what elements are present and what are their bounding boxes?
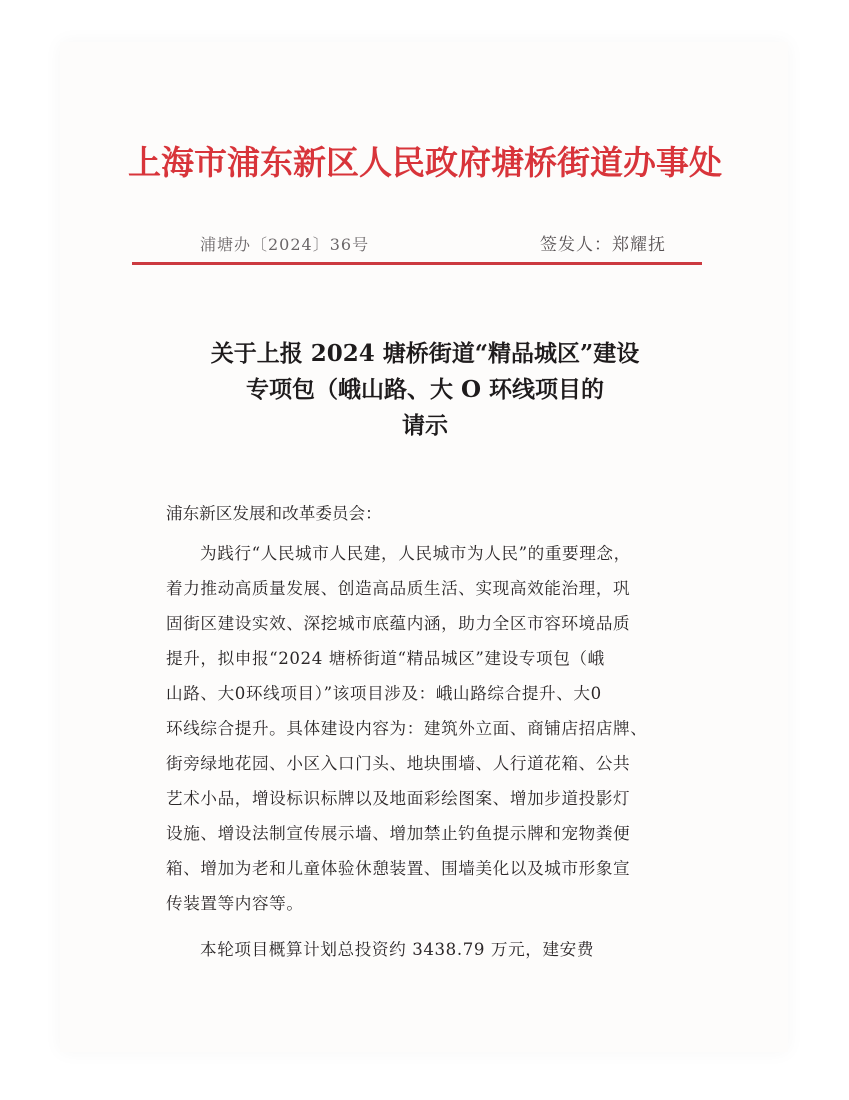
- title-line-1: 关于上报 2024 塘桥街道“精品城区”建设: [210, 340, 640, 367]
- body-line: 街旁绿地花园、小区入口门头、地块围墙、人行道花箱、公共: [166, 754, 631, 773]
- body-line: 固街区建设实效、深挖城市底蕴内涵，助力全区市容环境品质: [166, 614, 631, 633]
- title-line-3: 请示: [402, 412, 448, 439]
- body-line: 着力推动高质量发展、创造高品质生活、实现高效能治理，巩: [166, 579, 631, 598]
- title-line-2: 专项包（峨山路、大 O 环线项目的: [245, 376, 605, 403]
- body-line: 艺术小品，增设标识标牌以及地面彩绘图案、增加步道投影灯: [166, 789, 631, 808]
- body-line: 设施、增设法制宣传展示墙、增加禁止钓鱼提示牌和宠物粪便: [166, 824, 631, 843]
- body-line: 本轮项目概算计划总投资约 3438.79 万元，建安费: [200, 940, 595, 959]
- body-line: 箱、增加为老和儿童体验休憩装置、围墙美化以及城市形象宣: [166, 859, 631, 878]
- salutation: 浦东新区发展和改革委员会：: [166, 504, 382, 523]
- body-line: 山路、大0环线项目）”该项目涉及：峨山路综合提升、大0: [166, 684, 602, 703]
- body-line: 传装置等内容等。: [166, 894, 304, 913]
- issuer-signature: 签发人：郑耀抚: [540, 235, 666, 255]
- body-line: 提升，拟申报“2024 塘桥街道“精品城区”建设专项包（峨: [166, 649, 605, 668]
- document-title: [140, 336, 710, 444]
- document-number: 浦塘办〔2024〕36号: [200, 235, 370, 254]
- red-divider-line: [132, 262, 702, 265]
- body-line: 为践行“人民城市人民建，人民城市为人民”的重要理念，: [200, 544, 631, 563]
- issuing-organization-header: 上海市浦东新区人民政府塘桥街道办事处: [128, 143, 722, 182]
- body-line: 环线综合提升。具体建设内容为：建筑外立面、商铺店招店牌、: [166, 719, 648, 738]
